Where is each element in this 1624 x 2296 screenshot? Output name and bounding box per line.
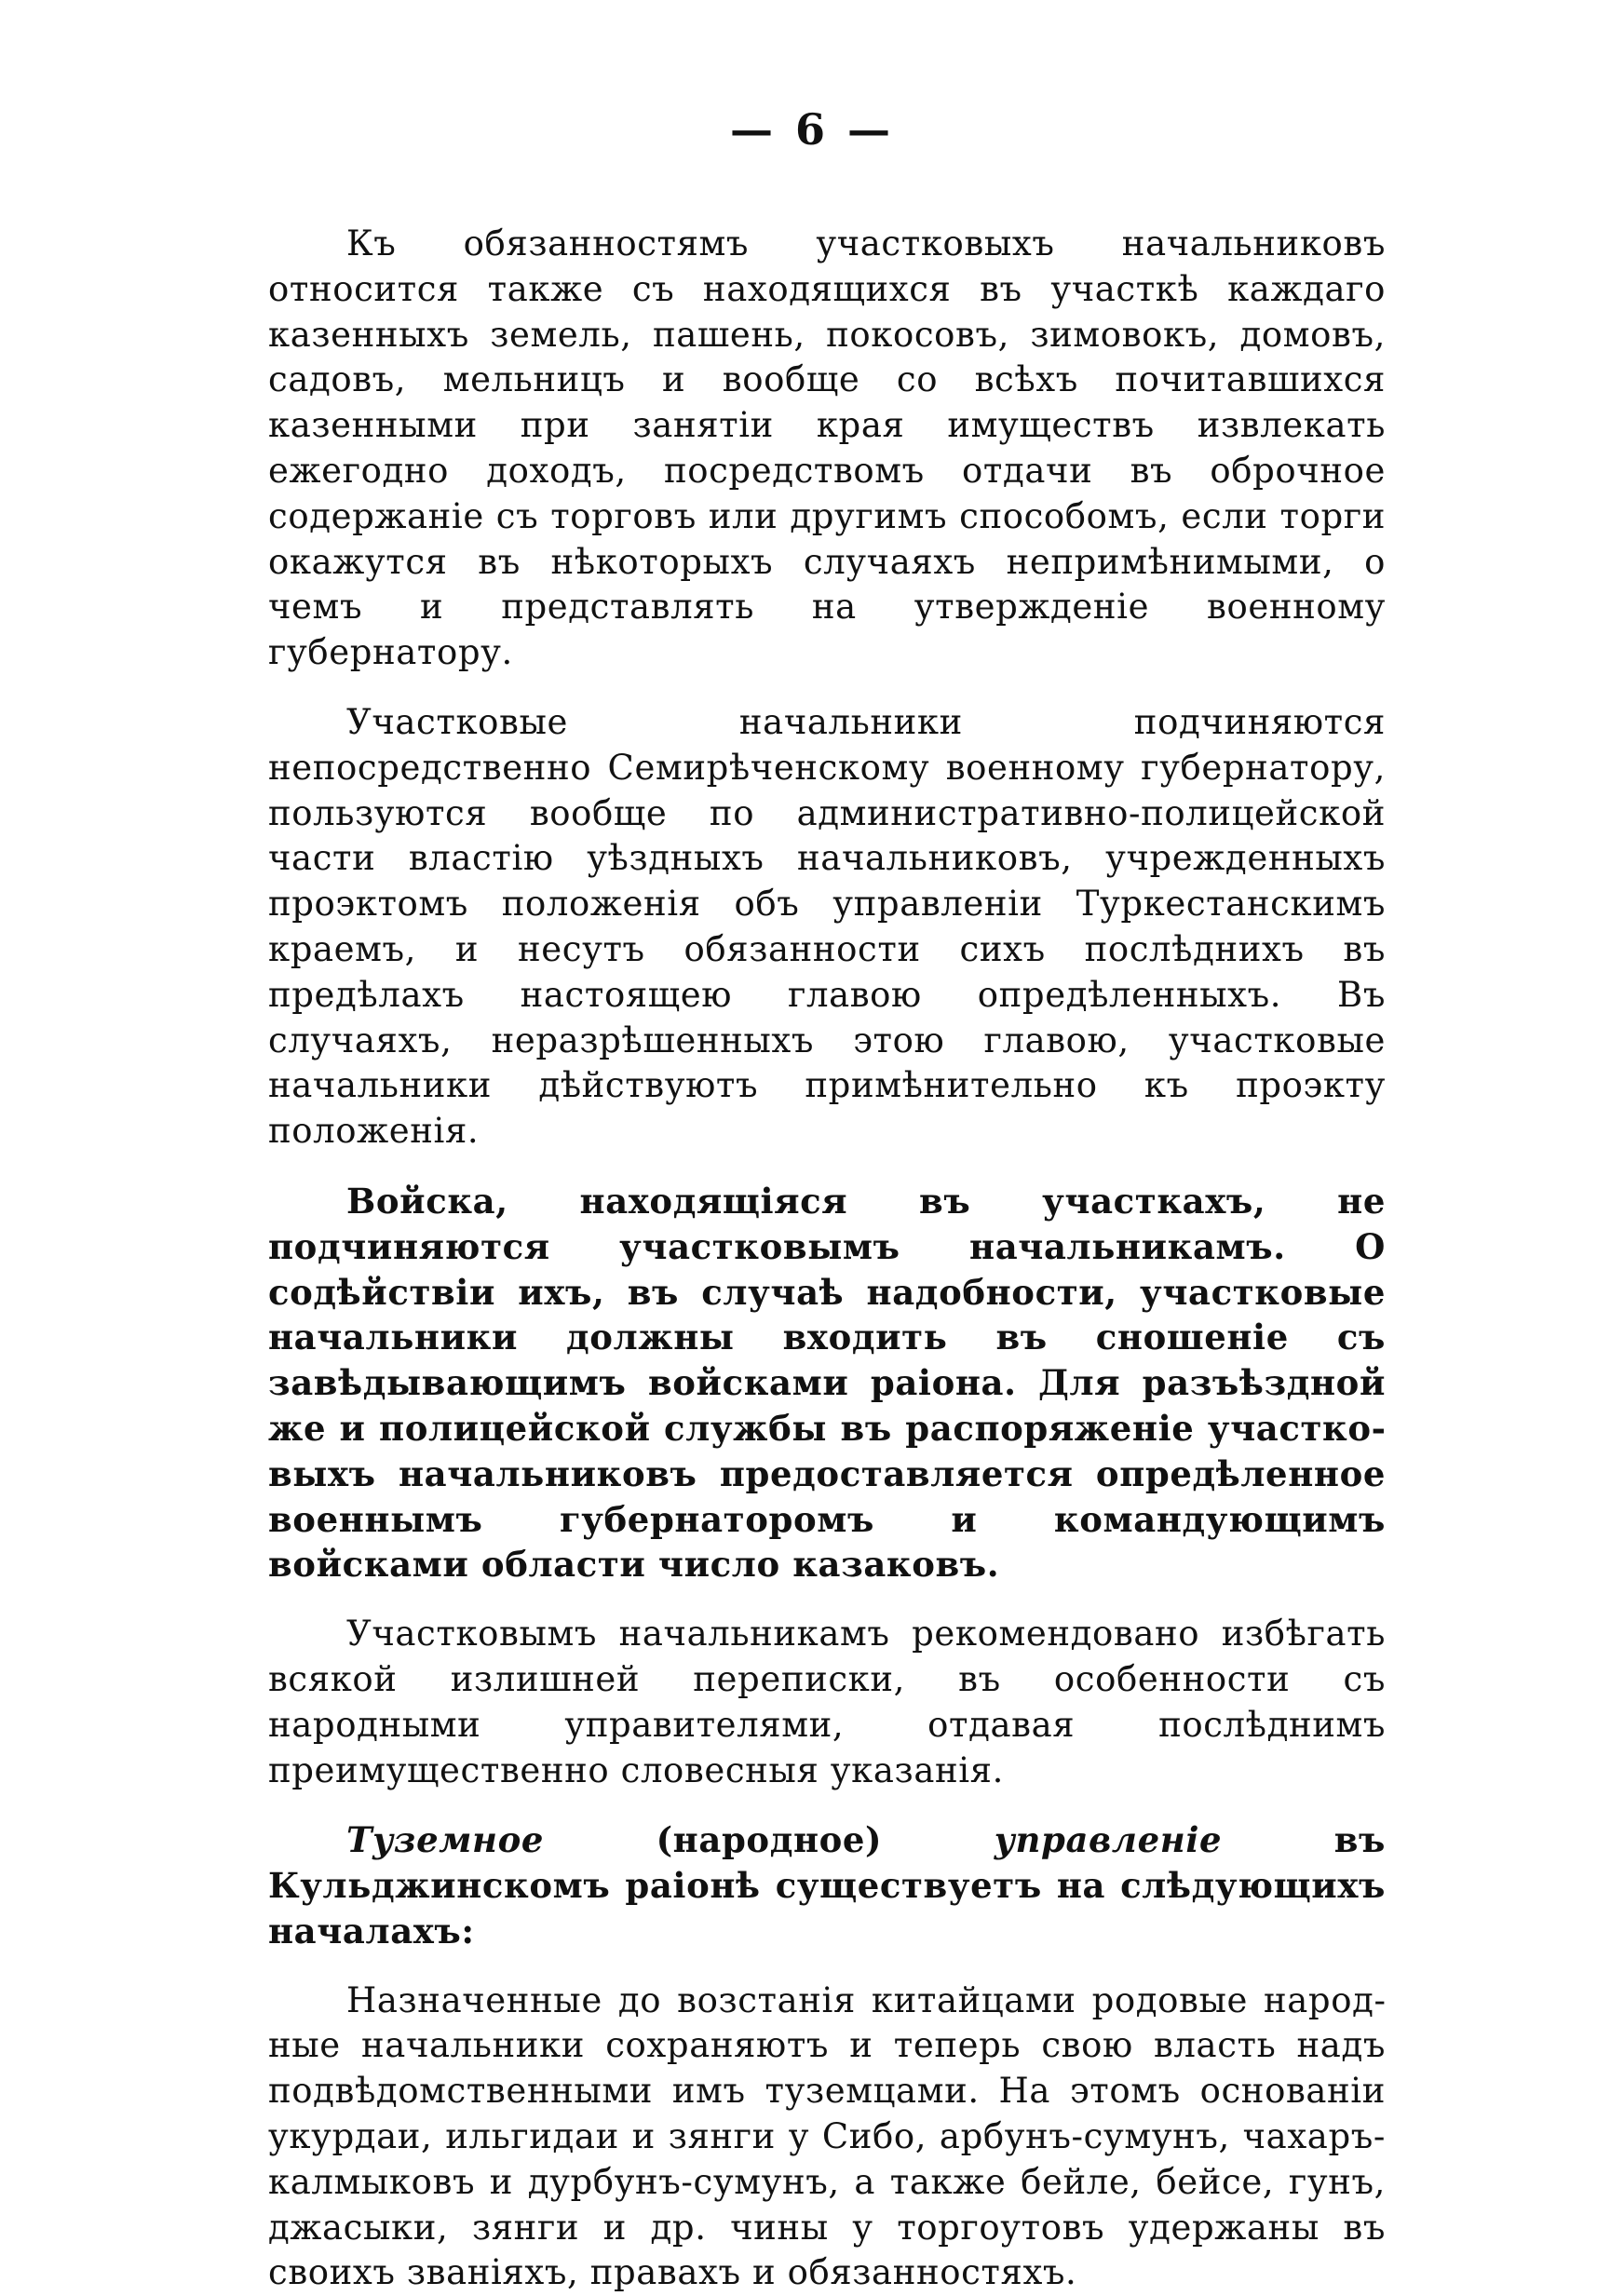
paragraph-subordination: Участковые начальники подчиняются непосредственно Семирѣченскому военному губернатору, пользуются вообще по административно-полицейской части властію уѣздныхъ начальниковъ, учрежденныхъ проэктомъ положенія объ управленіи Туркестанскимъ краемъ, и несутъ обязанности сихъ послѣднихъ въ предѣлахъ настоящею главою опредѣленныхъ. Въ случаяхъ, неразрѣшенныхъ этою главою, участковые начальники дѣйствуютъ примѣнительно къ проэкту положенія.	[268, 701, 1386, 1152]
paragraph-duties: Къ обязанностямъ участковыхъ начальниковъ относится также съ находящихся въ участкѣ каждаго казенныхъ земель, пашень, покосовъ, зимовокъ, домовъ, садовъ, мельницъ и вообще со всѣхъ почитавшихся казенными при занятіи края имуществъ извлекать ежегодно доходъ, посредствомъ отдачи въ оброчное содержаніе съ торговъ или другимъ способомъ, если торги окажутся въ нѣкоторыхъ случаяхъ непримѣнимыми, о чемъ и представлять на утвержденіе военному губернатору.	[268, 223, 1386, 673]
body-text	[268, 222, 1386, 2296]
emphasis-native: Туземное	[346, 1819, 544, 1861]
paragraph-appointed-chiefs: Назначенные до возстанія китайцами родовые народные начальники сохраняютъ и теперь свою власть надъ подвѣдомственными имъ туземцами. На этомъ основаніи укурдаи, ильгидаи и зянги у Сибо, арбунъ-сумунъ, чахаръ-калмыковъ и дурбунъ-сумунъ, а также бейле, бейсе, гунъ, джасыки, зянги и др. чины у торгоутовъ удержаны въ своихъ званіяхъ, правахъ и обязанностяхъ.	[268, 1979, 1386, 2293]
paragraph-native-text-1: (народное)	[544, 1819, 995, 1861]
paragraph-troops: Войска, находящіяся въ участкахъ, не подчиняются участковымъ начальникамъ. О содѣйствіи ихъ, въ случаѣ надобности, участковые начальники должны входить въ сношеніе съ завѣдывающимъ войсками раіона. Для разъѣздной же и полицейской службы въ распоряженіе участковыхъ начальниковъ предоставляется опредѣленное военнымъ губернаторомъ и командующимъ войсками области число казаковъ.	[268, 1180, 1386, 1586]
page-number: — 6 —	[729, 104, 895, 155]
paragraph-correspondence: Участковымъ начальникамъ рекомендовано избѣгать всякой излишней переписки, въ особенности съ народными управителями, отдавая послѣднимъ преимущественно словесныя указанія.	[268, 1614, 1386, 1790]
emphasis-administration: управленіе	[994, 1819, 1223, 1861]
paragraph-native-text-2: въ Кульджинскомъ раіонѣ существуетъ на слѣдующихъ началахъ:	[268, 1819, 1386, 1952]
paragraph-native-administration	[268, 1817, 1386, 1953]
